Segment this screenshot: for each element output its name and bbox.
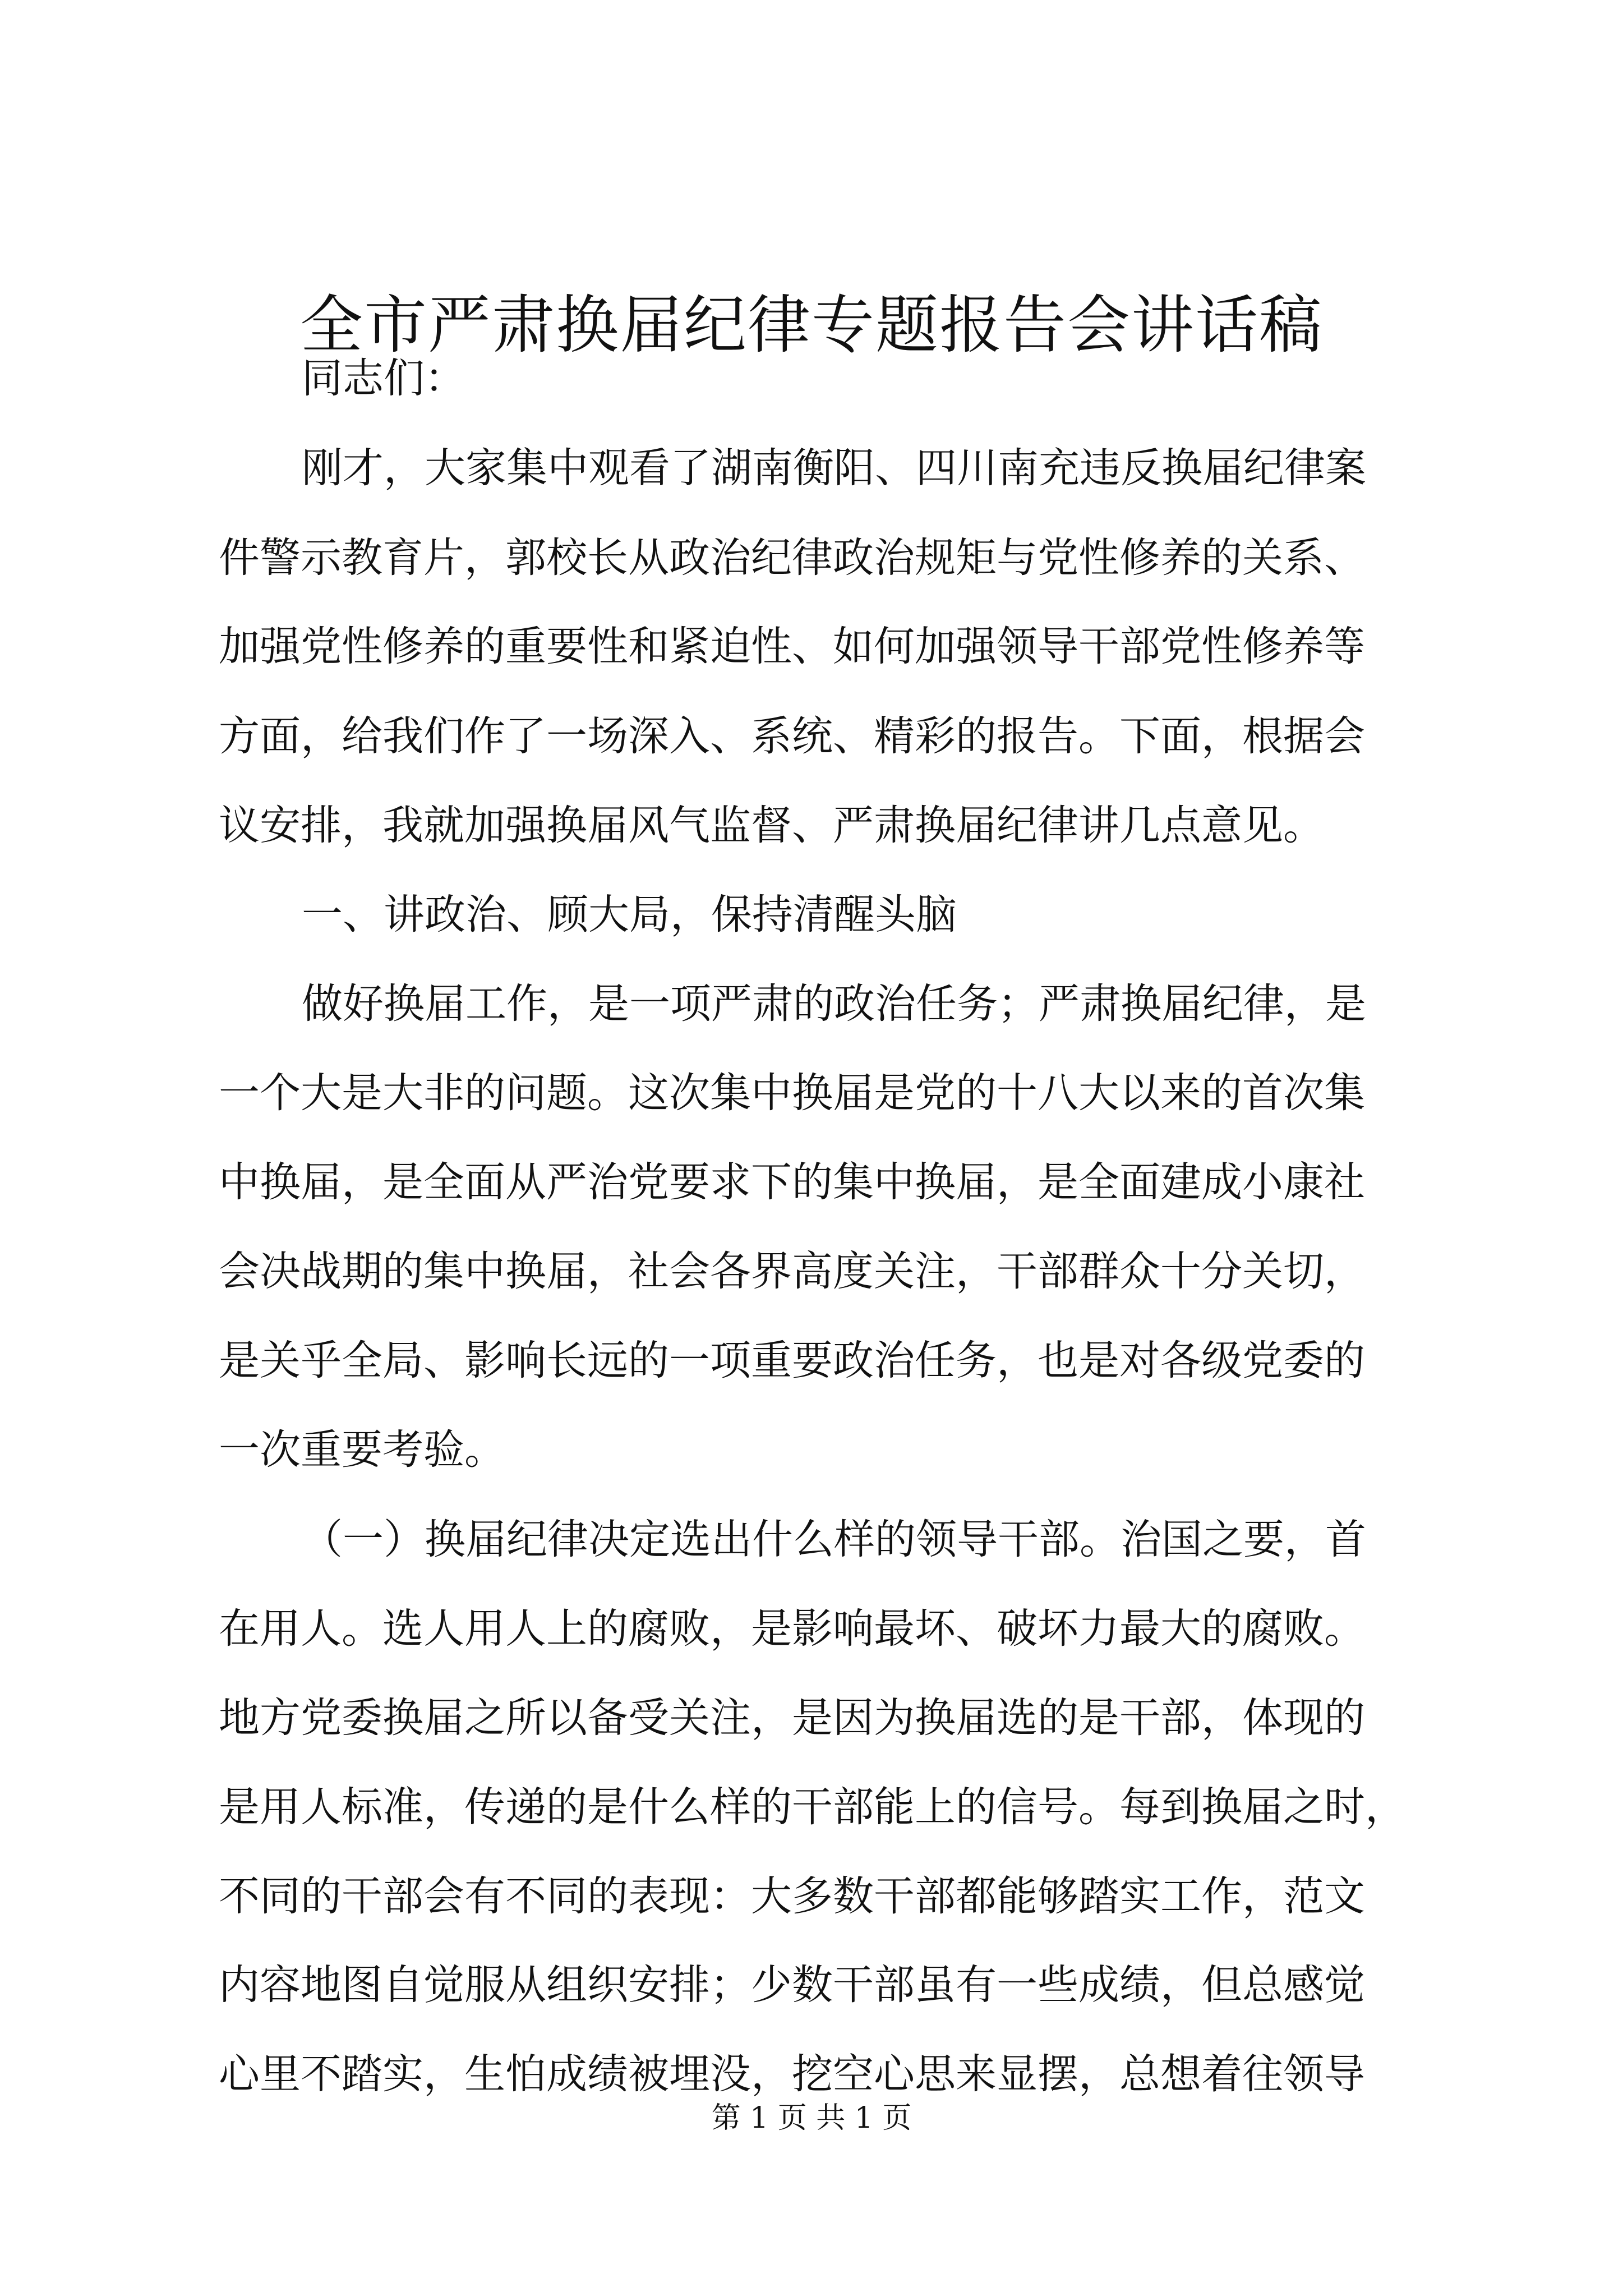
body-line: 是关乎全局、影响长远的一项重要政治任务，也是对各级党委的	[219, 1337, 1365, 1384]
body-line: 心里不踏实，生怕成绩被埋没，挖空心思来显摆，总想着往领导	[219, 2050, 1365, 2098]
body-line: 一次重要考验。	[219, 1426, 505, 1474]
section-heading: 一、讲政治、顾大局，保持清醒头脑	[302, 891, 957, 938]
body-line: 是用人标准，传递的是什么样的干部能上的信号。每到换届之时，	[219, 1783, 1406, 1831]
body-line: 地方党委换届之所以备受关注，是因为换届选的是干部，体现的	[219, 1694, 1365, 1742]
page-number-footer: 第 1 页 共 1 页	[711, 2101, 912, 2135]
body-line: 议安排，我就加强换届风气监督、严肃换届纪律讲几点意见。	[219, 802, 1324, 849]
body-line: 内容地图自觉服从组织安排；少数干部虽有一些成绩，但总感觉	[219, 1961, 1365, 2009]
document-title: 全市严肃换届纪律专题报告会讲话稿	[300, 289, 1323, 362]
subsection-line: （一）换届纪律决定选出什么样的领导干部。治国之要，首	[302, 1516, 1366, 1563]
body-line: 方面，给我们作了一场深入、系统、精彩的报告。下面，根据会	[219, 712, 1365, 760]
body-line: 件警示教育片，郭校长从政治纪律政治规矩与党性修养的关系、	[219, 534, 1365, 582]
body-line: 同志们：	[302, 355, 465, 402]
body-line: 一个大是大非的问题。这次集中换届是党的十八大以来的首次集	[219, 1069, 1365, 1117]
body-line: 中换届，是全面从严治党要求下的集中换届，是全面建成小康社	[219, 1158, 1365, 1206]
body-line: 会决战期的集中换届，社会各界高度关注，干部群众十分关切，	[219, 1248, 1365, 1295]
body-line: 刚才，大家集中观看了湖南衡阳、四川南充违反换届纪律案	[302, 444, 1366, 492]
body-line: 在用人。选人用人上的腐败，是影响最坏、破坏力最大的腐败。	[219, 1605, 1365, 1653]
body-line: 做好换届工作，是一项严肃的政治任务；严肃换届纪律，是	[302, 980, 1366, 1028]
body-line: 加强党性修养的重要性和紧迫性、如何加强领导干部党性修养等	[219, 623, 1365, 670]
body-line: 不同的干部会有不同的表现：大多数干部都能够踏实工作，范文	[219, 1872, 1365, 1920]
